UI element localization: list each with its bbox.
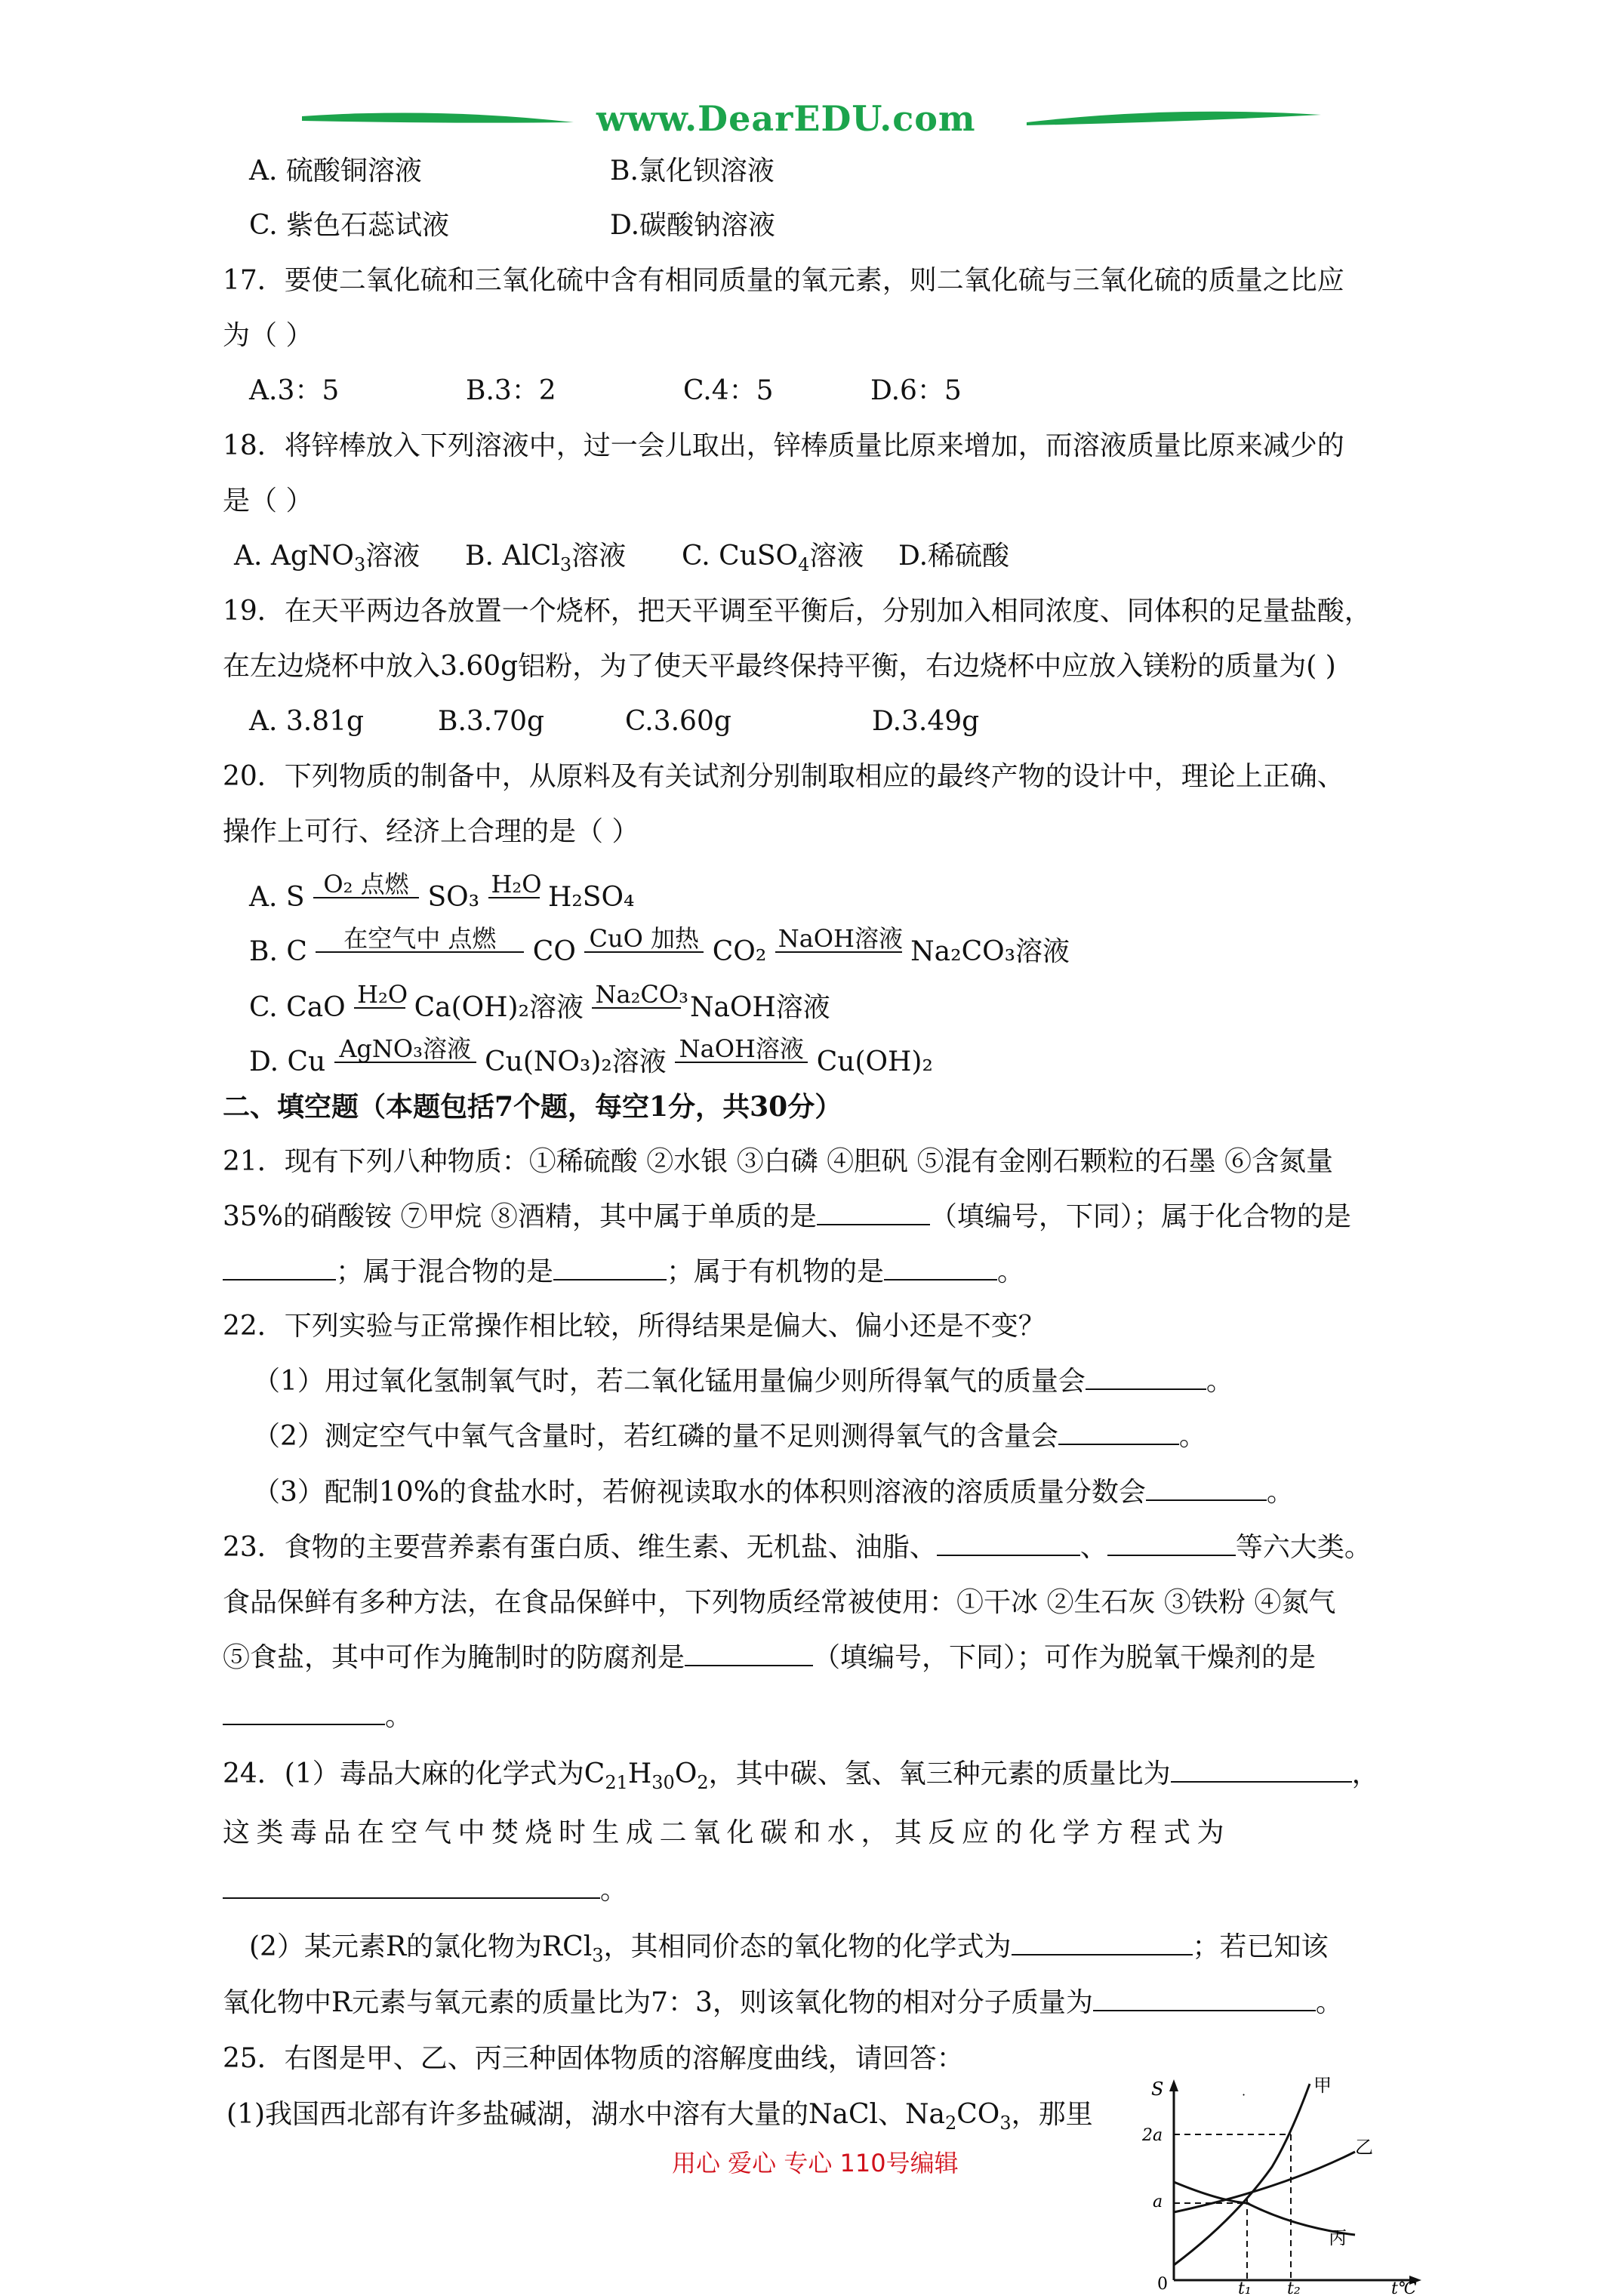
curve-jia: [1174, 2084, 1310, 2265]
q18-option-a: A. AgNO$_3$溶液: [234, 541, 420, 576]
q18-stem-line1: 18．将锌棒放入下列溶液中，过一会儿取出，锌棒质量比原来增加，而溶液质量比原来减少的: [223, 430, 1344, 461]
q22-blank-1[interactable]: [1086, 1366, 1206, 1390]
q18-option-c: C. CuSO$_4$溶液: [682, 541, 864, 576]
q24-blank-4[interactable]: [1093, 1987, 1316, 2011]
curve-bing: [1174, 2182, 1355, 2235]
q16-option-c: C. 紫色石蕊试液: [249, 210, 450, 241]
curve-label-yi: 乙: [1355, 2137, 1373, 2158]
q20-option-d: D. Cu AgNO₃溶液 Cu(NO₃)₂溶液 NaOH溶液 Cu(OH)₂: [249, 1034, 933, 1077]
q17-option-a: A.3：5: [249, 375, 340, 406]
y-tick-a: a: [1153, 2193, 1163, 2211]
q22-item-2: （2）测定空气中氧气含量时，若红磷的量不足则测得氧气的含量会 。: [253, 1421, 1206, 1452]
q21-blank-4[interactable]: [884, 1256, 997, 1281]
site-logo-text: www.DearEDU.com: [596, 98, 976, 139]
q19-option-d: D.3.49g: [872, 706, 980, 737]
q20-stem-line2: 操作上可行、经济上合理的是（ ）: [223, 816, 639, 847]
q21-blank-2[interactable]: [223, 1256, 336, 1281]
q19-option-c: C.3.60g: [625, 706, 731, 737]
q20-stem-line1: 20．下列物质的制备中，从原料及有关试剂分别制取相应的最终产物的设计中，理论上正确、: [223, 761, 1344, 792]
q24-line3: 。: [223, 1874, 627, 1907]
q25-line1: (1)我国西北部有许多盐碱湖，湖水中溶有大量的NaCl、$Na_2CO_3$，那里: [226, 2099, 1093, 2134]
y-tick-2a: 2a: [1142, 2126, 1163, 2145]
q21-blank-3[interactable]: [553, 1256, 667, 1281]
q22-blank-3[interactable]: [1146, 1477, 1267, 1501]
q17-option-b: B.3：2: [466, 375, 556, 406]
q22-stem: 22．下列实验与正常操作相比较，所得结果是偏大、偏小还是不变？: [223, 1311, 1046, 1342]
q23-blank-3[interactable]: [685, 1642, 813, 1666]
y-axis-arrow: [1169, 2079, 1178, 2091]
q21-line3: ；属于混合物的是 ；属于有机物的是 。: [223, 1256, 1024, 1289]
q17-option-c: C.4：5: [683, 375, 774, 406]
q19-option-a: A. 3.81g: [249, 706, 365, 737]
q24-blank-3[interactable]: [1012, 1931, 1193, 1955]
q22-blank-2[interactable]: [1058, 1421, 1179, 1445]
q20-option-b: B. C 在空气中 点燃 CO CuO 加热 CO₂ NaOH溶液 Na₂CO₃溶液: [249, 924, 1070, 967]
q24-line2: 这类毒品在空气中焚烧时生成二氧化碳和水，其反应的化学方程式为: [223, 1817, 1231, 1848]
q17-stem-line1: 17．要使二氧化硫和三氧化硫中含有相同质量的氧元素，则二氧化硫与三氧化硫的质量之比应: [223, 265, 1344, 296]
x-tick-t2: t₂: [1287, 2279, 1301, 2295]
q23-blank-2[interactable]: [1107, 1532, 1236, 1556]
page-footer: 用心 爱心 专心 110号编辑: [672, 2149, 959, 2177]
y-axis-label: S: [1151, 2079, 1164, 2100]
section-heading: 二、填空题（本题包括7个题，每空1分，共30分）: [223, 1091, 842, 1123]
x-tick-t1: t₁: [1238, 2279, 1252, 2295]
q18-option-d: D.稀硫酸: [898, 541, 1010, 572]
q24-blank-2[interactable]: [223, 1875, 600, 1899]
q17-option-d: D.6：5: [870, 375, 962, 406]
q16-option-b: B.氯化钡溶液: [610, 156, 775, 186]
q25-stem: 25．右图是甲、乙、丙三种固体物质的溶解度曲线，请回答：: [223, 2043, 964, 2074]
q20-option-c: C. CaO H₂O Ca(OH)₂溶液 Na₂CO₃ NaOH溶液: [249, 980, 830, 1023]
q19-stem-line1: 19．在天平两边各放置一个烧杯，把天平调至平衡后，分别加入相同浓度、同体积的足量盐酸，: [223, 596, 1372, 627]
q23-line2: 食品保鲜有多种方法，在食品保鲜中，下列物质经常被使用：①干冰 ②生石灰 ③铁粉 ④氮气: [223, 1587, 1336, 1618]
q24-line4: (2）某元素R的氯化物为RCl$_3$，其相同价态的氧化物的化学式为 ；若已知该: [249, 1931, 1329, 1967]
q23-line4: 。: [223, 1700, 412, 1734]
q23-line1: 23．食物的主要营养素有蛋白质、维生素、无机盐、油脂、 、 等六大类。: [223, 1532, 1372, 1563]
q22-item-1: （1）用过氧化氢制氧气时，若二氧化锰用量偏少则所得氧气的质量会 。: [253, 1366, 1233, 1397]
q22-item-3: （3）配制10%的食盐水时，若俯视读取水的体积则溶液的溶质质量分数会 。: [253, 1477, 1294, 1508]
q21-line2: 35%的硝酸铵 ⑦甲烷 ⑧酒精，其中属于单质的是 （填编号，下同）；属于化合物的是: [223, 1201, 1351, 1232]
q24-blank-1[interactable]: [1171, 1758, 1352, 1783]
origin-label: 0: [1157, 2275, 1168, 2294]
solubility-chart: [1129, 2069, 1431, 2295]
x-axis-label: t℃: [1391, 2279, 1417, 2295]
q19-stem-line2: 在左边烧杯中放入3.60g铝粉，为了使天平最终保持平衡，右边烧杯中应放入镁粉的质量为( ): [223, 651, 1336, 682]
q24-line1: 24．(1）毒品大麻的化学式为$C_{21}H_{30}O_2$，其中碳、氢、氧三种元素的质量比为 ，: [223, 1758, 1379, 1794]
q18-stem-line2: 是（ ）: [223, 485, 313, 516]
curve-label-jia: 甲: [1313, 2075, 1332, 2096]
q23-blank-4[interactable]: [223, 1701, 385, 1725]
curve-label-bing: 丙: [1329, 2227, 1347, 2248]
q21-line1: 21．现有下列八种物质：①稀硫酸 ②水银 ③白磷 ④胆矾 ⑤混有金刚石颗粒的石墨 ⑥含氮量: [223, 1146, 1334, 1177]
q20-option-a: A. S O₂ 点燃 SO₃ H₂O H₂SO₄: [249, 870, 635, 913]
q19-option-b: B.3.70g: [438, 706, 545, 737]
q24-line5: 氧化物中R元素与氧元素的质量比为7：3，则该氧化物的相对分子质量为 。: [223, 1987, 1343, 2018]
q23-blank-1[interactable]: [937, 1532, 1080, 1556]
svg-text:·: ·: [1242, 2088, 1246, 2102]
q23-line3: ⑤食盐，其中可作为腌制时的防腐剂是 （填编号，下同）；可作为脱氧干燥剂的是: [223, 1642, 1317, 1673]
q18-option-b: B. AlCl$_3$溶液: [465, 541, 627, 576]
q17-stem-line2: 为（ ）: [223, 320, 313, 351]
q16-option-a: A. 硫酸铜溶液: [249, 156, 422, 186]
q16-option-d: D.碳酸钠溶液: [610, 210, 776, 241]
q21-blank-1[interactable]: [817, 1201, 930, 1225]
